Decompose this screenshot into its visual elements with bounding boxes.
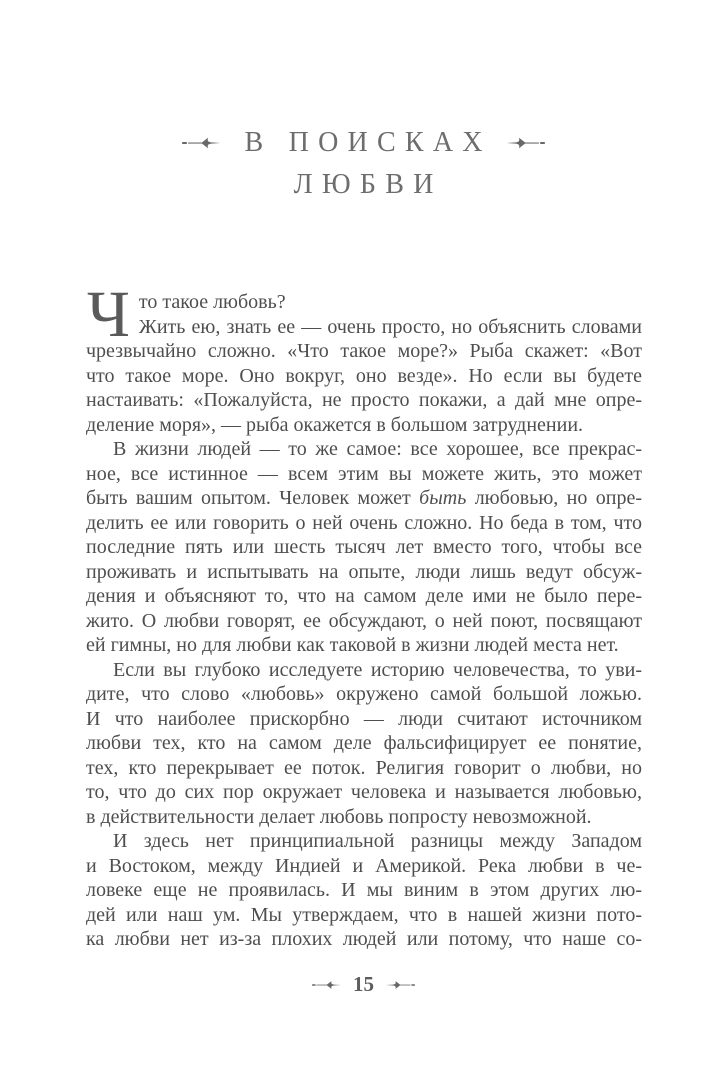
text-line: дей или наш ум. Мы утверждаем, что в нашей жизни пото- xyxy=(86,903,642,926)
text-line: что такое море. Оно вокруг, оно везде». Но если вы будете xyxy=(86,364,642,387)
text-line: делить ее или говорить о ней очень сложно. Но беда в том, что xyxy=(86,511,642,534)
paragraph xyxy=(86,278,642,437)
page-footer xyxy=(0,972,727,997)
chapter-title xyxy=(0,0,727,202)
text-line: ей гимны, но для любви как таковой в жизни людей места нет. xyxy=(86,634,619,656)
paragraph xyxy=(86,829,642,952)
text-line: жито. О любви говорят, ее обсуждают, о ней поют, посвящают xyxy=(86,609,642,632)
text-line: любви тех, кто на самом деле фальсифицирует ее понятие, xyxy=(86,732,642,754)
text-line: ловеке еще не проявилась. И мы виним в этом других лю- xyxy=(86,879,642,901)
chapter-title-line-2 xyxy=(0,168,727,202)
drop-cap: Ч xyxy=(87,278,130,351)
text-line: проживать и испытывать на опыте, люди лишь ведут обсуж- xyxy=(86,560,642,583)
text-line: И здесь нет принципиальной разницы между Западом xyxy=(113,830,642,852)
arrow-left-ornament-icon xyxy=(505,134,545,152)
chapter-title-text-2: ЛЮБВИ xyxy=(293,169,443,200)
arrow-left-ornament-icon xyxy=(385,979,415,991)
arrow-right-ornament-icon xyxy=(182,134,222,152)
text-line: Если вы глубоко исследуете историю человечества, то уви- xyxy=(113,658,642,681)
text-line: то такое любовь? xyxy=(138,291,286,313)
text-line: и Востоком, между Индией и Америкой. Река любви в че- xyxy=(86,854,642,877)
text-line: последние пять или шесть тысяч лет вместо того, чтобы все xyxy=(86,536,642,558)
text-line: Жить ею, знать ее — очень просто, но объяснить словами xyxy=(138,315,642,338)
text-line: то, что до сих пор окружает человека и называется любовью, xyxy=(86,781,642,803)
page-number: 15 xyxy=(353,972,374,996)
text-line: дения и объясняют то, что на самом деле ими не было пере- xyxy=(86,585,642,607)
text-line: быть вашим опытом. Человек может быть любовью, но опре- xyxy=(86,487,642,509)
text-line: ка любви нет из-за плохих людей или потому, что наше со- xyxy=(86,928,642,950)
text-line: В жизни людей — то же самое: все хорошее, все прекрас- xyxy=(113,438,642,460)
chapter-title-line-1 xyxy=(0,126,727,160)
text-line: настаивать: «Пожалуйста, не просто покажи, а дай мне опре- xyxy=(86,389,642,411)
text-block xyxy=(86,278,642,952)
paragraph xyxy=(86,658,642,830)
text-line: чрезвычайно сложно. «Что такое море?» Рыба скажет: «Вот xyxy=(86,340,642,362)
text-line: ное, все истинное — всем этим вы можете жить, это может xyxy=(86,462,642,485)
text-line: И что наиболее прискорбно — люди считают источником xyxy=(86,707,642,730)
paragraph xyxy=(86,437,642,658)
text-line: тех, кто перекрывает ее поток. Религия говорит о любви, но xyxy=(86,756,642,779)
text-line: дите, что слово «любовь» окружено самой большой ложью. xyxy=(86,683,642,705)
text-line: в действительности делает любовь попросту невозможной. xyxy=(86,805,592,828)
chapter-title-text-1: В ПОИСКАХ xyxy=(244,127,492,158)
text-line: деление моря», — рыба окажется в большом затруднении. xyxy=(86,413,584,436)
arrow-right-ornament-icon xyxy=(312,979,342,991)
